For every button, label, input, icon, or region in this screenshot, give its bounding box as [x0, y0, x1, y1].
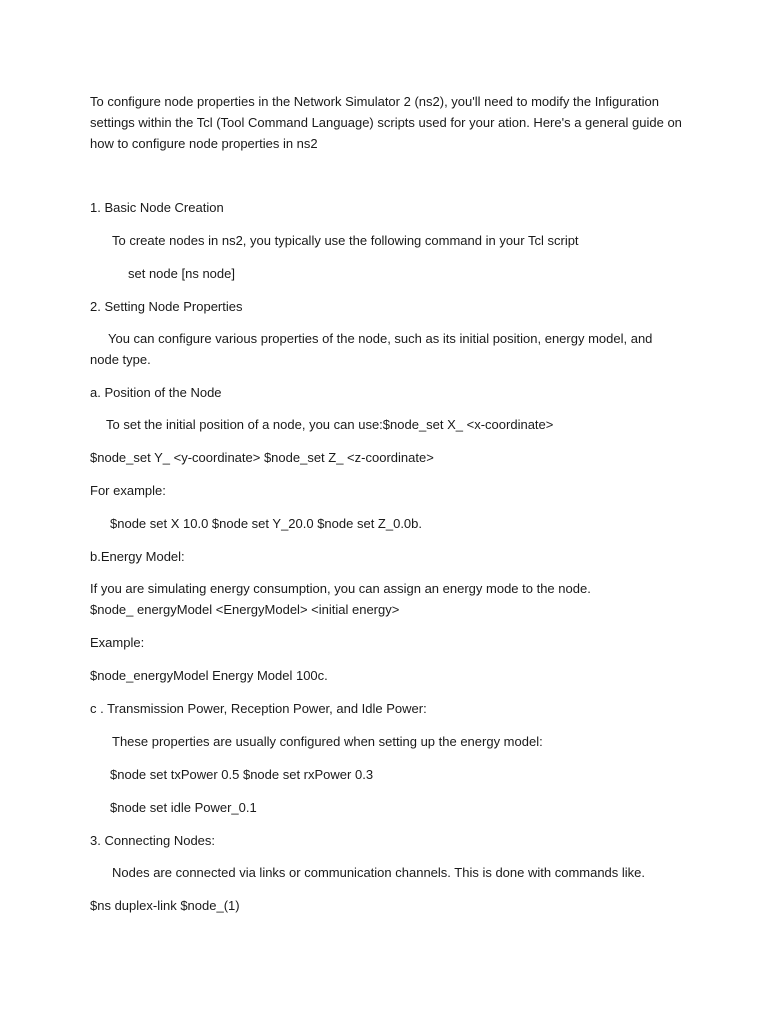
- code-duplex-link: $ns duplex-link $node_(1): [90, 898, 240, 913]
- code-node-set-y-z: $node_set Y_ <y-coordinate> $node_set Z_ <z-coordinate>: [90, 450, 434, 465]
- code-tx-rx-power: $node set txPower 0.5 $node set rxPower 0.3: [110, 767, 374, 782]
- position-of-node-text: To set the initial position of a node, you can use:$node_set X_ <x-coordinate>: [106, 417, 554, 432]
- code-example-position: $node set X 10.0 $node set Y_20.0 $node set Z_0.0b.: [110, 516, 423, 531]
- code-set-node: set node [ns node]: [128, 266, 235, 281]
- heading-connecting-nodes: 3. Connecting Nodes:: [90, 833, 216, 848]
- connecting-nodes-text: Nodes are connected via links or communication channels. This is done with commands like.: [112, 865, 646, 880]
- intro-paragraph: To configure node properties in the Network Simulator 2 (ns2), you'll need to modify the Infiguration settings within the Tcl (Tool Command Language) scripts used for your ation. Here's a general guide on how to configure node properties in ns2: [90, 94, 682, 151]
- setting-node-properties-text: You can configure various properties of the node, such as its initial position, energy model, and node type.: [90, 331, 653, 367]
- code-idle-power: $node set idle Power_0.1: [110, 800, 257, 815]
- heading-power-settings: c . Transmission Power, Reception Power, and Idle Power:: [90, 701, 427, 716]
- heading-position-of-node: a. Position of the Node: [90, 385, 222, 400]
- heading-setting-node-properties: 2. Setting Node Properties: [90, 299, 243, 314]
- power-settings-text: These properties are usually configured when setting up the energy model:: [112, 734, 543, 749]
- energy-model-text: If you are simulating energy consumption, you can assign an energy mode to the node. $node_ energyModel <EnergyModel> <initial energy>: [90, 581, 591, 617]
- heading-basic-node-creation: 1. Basic Node Creation: [90, 200, 224, 215]
- label-for-example: For example:: [90, 483, 166, 498]
- code-example-energy-model: $node_energyModel Energy Model 100c.: [90, 668, 328, 683]
- heading-energy-model: b.Energy Model:: [90, 549, 185, 564]
- label-example: Example:: [90, 635, 145, 650]
- basic-node-creation-text: To create nodes in ns2, you typically use the following command in your Tcl script: [112, 233, 579, 248]
